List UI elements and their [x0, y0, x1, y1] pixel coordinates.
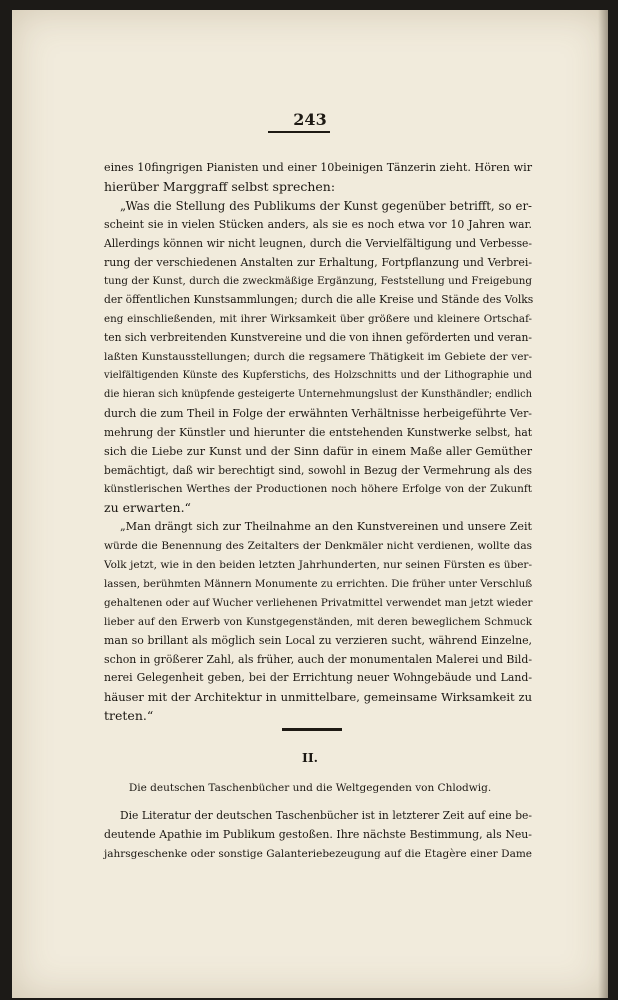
text-line: eines 10fingrigen Pianisten und einer 10beinigen Tänzerin zieht. Hören wir [104, 161, 532, 174]
book-page [12, 10, 608, 998]
text-line: „Was die Stellung des Publikums der Kunst gegenüber betrifft, so er- [120, 198, 532, 213]
text-line: mehrung der Künstler und hierunter die entstehenden Kunstwerke selbst, hat [104, 425, 532, 439]
text-line: Die Literatur der deutschen Taschenbücher ist in letzterer Zeit auf eine be- [120, 809, 532, 822]
text-line: hierüber Marggraff selbst sprechen: [104, 178, 336, 194]
text-line: nerei Gelegenheit geben, bei der Errichtung neuer Wohngebäude und Land- [104, 671, 532, 685]
text-line: eng einschließenden, mit ihrer Wirksamkeit über größere und kleinere Ortschaf- [104, 313, 532, 326]
text-line: durch die zum Theil in Folge der erwähnten Verhältnisse herbeigeführte Ver- [104, 406, 532, 420]
text-line: lassen, berühmten Männern Monumente zu errichten. Die früher unter Verschluß [104, 577, 533, 590]
text-line: man so brillant als möglich sein Local zu verzieren sucht, während Einzelne, [104, 633, 532, 647]
text-line: treten.“ [104, 708, 154, 724]
section-numeral: II. [301, 750, 319, 765]
section-divider [282, 728, 342, 731]
text-line: lieber auf den Erwerb von Kunstgegenständen, mit deren beweglichem Schmuck [104, 615, 532, 628]
text-line: die hieran sich knüpfende gesteigerte Unternehmungslust der Kunsthändler; endlich [104, 388, 532, 400]
text-line: bemächtigt, daß wir berechtigt sind, sowohl in Bezug der Vermehrung als des [104, 463, 532, 477]
page-number: 243 [293, 110, 327, 129]
page-edge-shadow [598, 10, 608, 998]
text-line: deutende Apathie im Publikum gestoßen. Ihre nächste Bestimmung, als Neu- [104, 827, 532, 841]
text-line: der öffentlichen Kunstsammlungen; durch die alle Kreise und Stände des Volks [104, 293, 534, 307]
section-subtitle: Die deutschen Taschenbücher und die Weltgegenden von Chlodwig. [128, 782, 492, 794]
text-line: häuser mit der Architektur in unmittelbare, gemeinsame Wirksamkeit zu [104, 690, 532, 705]
text-line: ten sich verbreitenden Kunstvereine und die von ihnen geförderten und veran- [104, 331, 533, 345]
text-line: jahrsgeschenke oder sonstige Galanteriebezeugung auf die Etagère einer Dame [104, 847, 532, 860]
text-line: vielfältigenden Künste des Kupferstichs, des Holzschnitts und der Lithographie und [104, 369, 532, 381]
text-line: gehaltenen oder auf Wucher verliehenen Privatmittel verwendet man jetzt wieder [104, 596, 533, 609]
text-line: laßten Kunstausstellungen; durch die regsamere Thätigkeit im Gebiete der ver- [104, 351, 532, 364]
text-line: sich die Liebe zur Kunst und der Sinn dafür in einem Maße aller Gemüther [104, 444, 532, 458]
text-line: „Man drängt sich zur Theilnahme an den Kunstvereinen und unsere Zeit [120, 520, 532, 534]
text-line: schon in größerer Zahl, als früher, auch der monumentalen Malerei und Bild- [104, 652, 533, 666]
text-line: Allerdings können wir nicht leugnen, durch die Vervielfältigung und Verbesse- [104, 236, 532, 250]
text-line: künstlerischen Werthes der Productionen noch höhere Erfolge von der Zukunft [104, 483, 532, 496]
text-line: rung der verschiedenen Anstalten zur Erhaltung, Fortpflanzung und Verbrei- [104, 255, 532, 269]
text-line: würde die Benennung des Zeitalters der Denkmäler nicht verdienen, wollte das [104, 540, 532, 553]
body-text-bottom [104, 807, 532, 864]
text-line: tung der Kunst, durch die zweckmäßige Ergänzung, Feststellung und Freigebung [104, 275, 532, 288]
text-line: zu erwarten.“ [104, 500, 191, 516]
text-line: scheint sie in vielen Stücken anders, als sie es noch etwa vor 10 Jahren war. [104, 217, 532, 231]
text-line: Volk jetzt, wie in den beiden letzten Jahrhunderten, nur seinen Fürsten es über- [104, 559, 532, 572]
body-text-top [104, 159, 532, 726]
page-number-rule [268, 131, 330, 133]
